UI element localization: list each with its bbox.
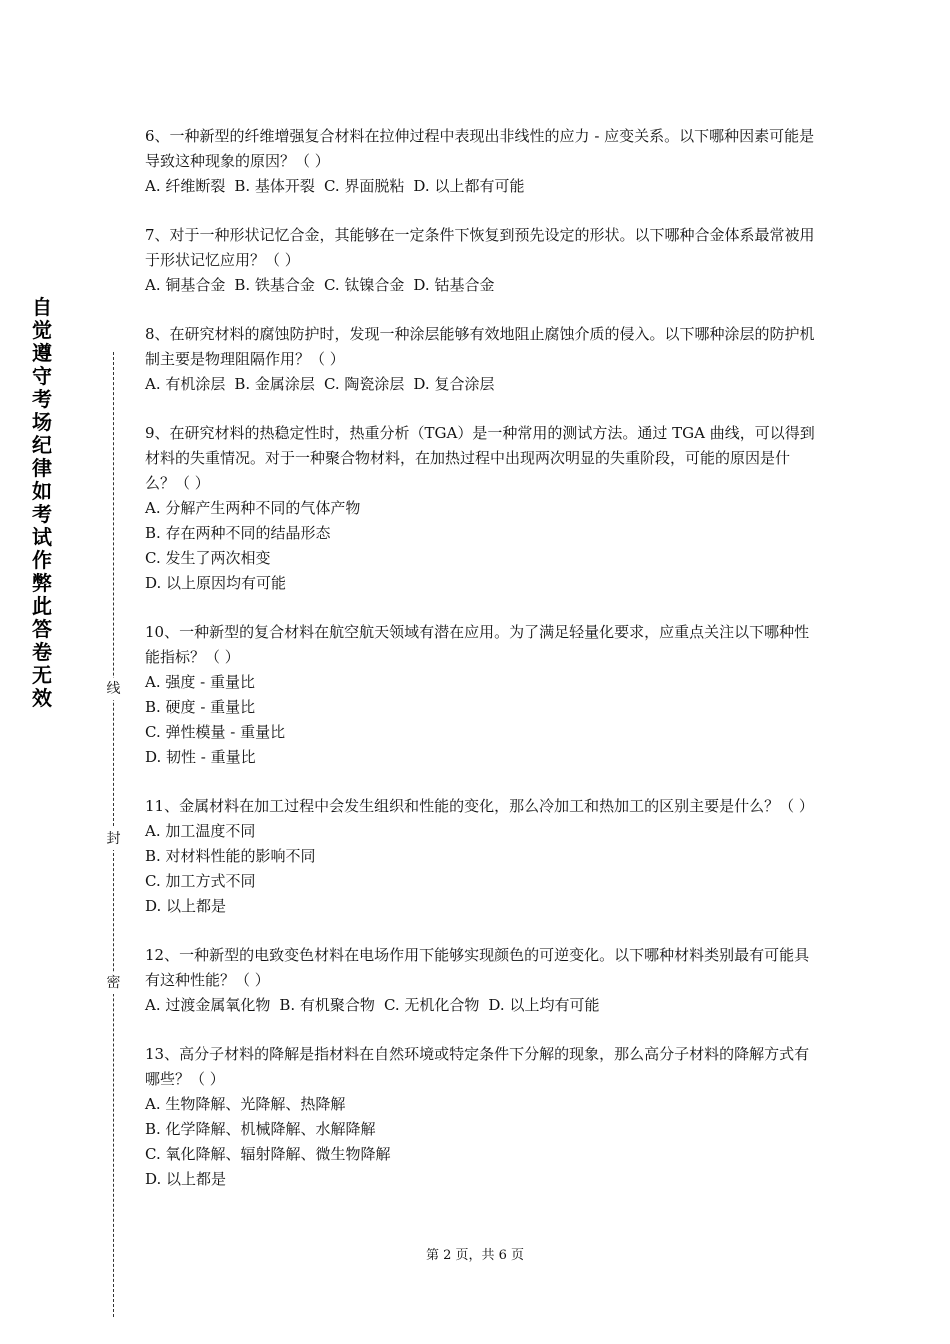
- option-row: [145, 993, 815, 1018]
- option-a: A. 加工温度不同: [145, 822, 256, 840]
- option-b: B. 硬度 - 重量比: [145, 698, 256, 716]
- option-d: D. 以上均有可能: [488, 996, 600, 1014]
- option-d: D. 复合涂层: [413, 375, 495, 393]
- option-b: B. 基体开裂: [234, 177, 315, 195]
- option-d: D. 以上都是: [145, 1170, 227, 1188]
- side-warning-char: 作: [32, 548, 52, 572]
- option-a: A. 纤维断裂: [145, 177, 226, 195]
- question-13: [145, 1042, 815, 1192]
- option-a: A. 有机涂层: [145, 375, 226, 393]
- side-warning-char: 效: [32, 686, 52, 710]
- side-warning-char: 试: [32, 525, 52, 549]
- option-c: C. 发生了两次相变: [145, 549, 271, 567]
- question-stem: 13、高分子材料的降解是指材料在自然环境或特定条件下分解的现象，那么高分子材料的降解方式有哪些？（ ）: [145, 1045, 810, 1088]
- question-8: [145, 322, 815, 397]
- question-6: [145, 124, 815, 199]
- question-12: [145, 943, 815, 1018]
- question-stem: 8、在研究材料的腐蚀防护时，发现一种涂层能够有效地阻止腐蚀介质的侵入。以下哪种涂层的防护机制主要是物理阻隔作用？（ ）: [145, 325, 815, 368]
- binding-label-secret: 密: [105, 972, 122, 994]
- question-9: [145, 421, 815, 596]
- question-stem: 6、一种新型的纤维增强复合材料在拉伸过程中表现出非线性的应力 - 应变关系。以下哪种因素可能是导致这种现象的原因？（ ）: [145, 127, 815, 170]
- question-stem: 7、对于一种形状记忆合金，其能够在一定条件下恢复到预先设定的形状。以下哪种合金体系最常被用于形状记忆应用？（ ）: [145, 226, 815, 269]
- option-b: B. 对材料性能的影响不同: [145, 847, 316, 865]
- side-warning-char: 律: [32, 456, 52, 480]
- side-warning-char: 如: [32, 479, 52, 503]
- option-d: D. 钴基合金: [413, 276, 495, 294]
- option-row: [145, 273, 815, 298]
- option-c: C. 无机化合物: [383, 996, 480, 1014]
- option-d: D. 以上都有可能: [413, 177, 525, 195]
- option-c: C. 界面脱粘: [323, 177, 405, 195]
- option-b: B. 存在两种不同的结晶形态: [145, 524, 331, 542]
- question-7: [145, 223, 815, 298]
- option-b: B. 有机聚合物: [279, 996, 375, 1014]
- side-warning-char: 考: [32, 387, 52, 411]
- side-warning-char: 遵: [32, 341, 52, 365]
- option-d: D. 以上原因均有可能: [145, 574, 287, 592]
- question-stem: 11、金属材料在加工过程中会发生组织和性能的变化，那么冷加工和热加工的区别主要是什么？（ ）: [145, 797, 814, 815]
- side-warning-char: 答: [32, 617, 52, 641]
- side-warning-char: 自: [32, 295, 52, 319]
- question-list: [145, 124, 815, 1216]
- side-warning-char: 场: [32, 410, 52, 434]
- side-warning-char: 守: [32, 364, 52, 388]
- option-a: A. 强度 - 重量比: [145, 673, 255, 691]
- question-stem: 10、一种新型的复合材料在航空航天领域有潜在应用。为了满足轻量化要求，应重点关注以下哪种性能指标？（ ）: [145, 623, 810, 666]
- option-a: A. 生物降解、光降解、热降解: [145, 1095, 346, 1113]
- option-a: A. 分解产生两种不同的气体产物: [145, 499, 361, 517]
- side-warning-char: 考: [32, 502, 52, 526]
- option-c: C. 钛镍合金: [323, 276, 405, 294]
- side-warning-char: 无: [32, 663, 52, 687]
- question-11: [145, 794, 815, 919]
- binding-label-line: 线: [105, 678, 122, 700]
- option-d: D. 以上都是: [145, 897, 227, 915]
- option-d: D. 韧性 - 重量比: [145, 748, 256, 766]
- side-warning-char: 觉: [32, 318, 52, 342]
- option-row: [145, 372, 815, 397]
- side-warning: [30, 296, 54, 710]
- option-a: A. 铜基合金: [145, 276, 226, 294]
- option-b: B. 铁基合金: [234, 276, 315, 294]
- question-stem: 9、在研究材料的热稳定性时，热重分析（TGA）是一种常用的测试方法。通过 TGA 曲线，可以得到材料的失重情况。对于一种聚合物材料，在加热过程中出现两次明显的失重阶段，可能的原因是什么？（ ）: [145, 424, 815, 492]
- option-c: C. 氧化降解、辐射降解、微生物降解: [145, 1145, 391, 1163]
- option-c: C. 加工方式不同: [145, 872, 256, 890]
- option-b: B. 金属涂层: [234, 375, 315, 393]
- side-warning-char: 卷: [32, 640, 52, 664]
- side-warning-char: 此: [32, 594, 52, 618]
- option-b: B. 化学降解、机械降解、水解降解: [145, 1120, 376, 1138]
- option-c: C. 陶瓷涂层: [323, 375, 405, 393]
- page-footer: 第 2 页，共 6 页: [425, 1248, 525, 1263]
- binding-label-seal: 封: [105, 828, 122, 850]
- side-warning-char: 纪: [32, 433, 52, 457]
- option-a: A. 过渡金属氧化物: [145, 996, 271, 1014]
- question-stem: 12、一种新型的电致变色材料在电场作用下能够实现颜色的可逆变化。以下哪种材料类别最有可能具有这种性能？（ ）: [145, 946, 810, 989]
- question-10: [145, 620, 815, 770]
- option-row: [145, 174, 815, 199]
- option-c: C. 弹性模量 - 重量比: [145, 723, 286, 741]
- side-warning-char: 弊: [32, 571, 52, 595]
